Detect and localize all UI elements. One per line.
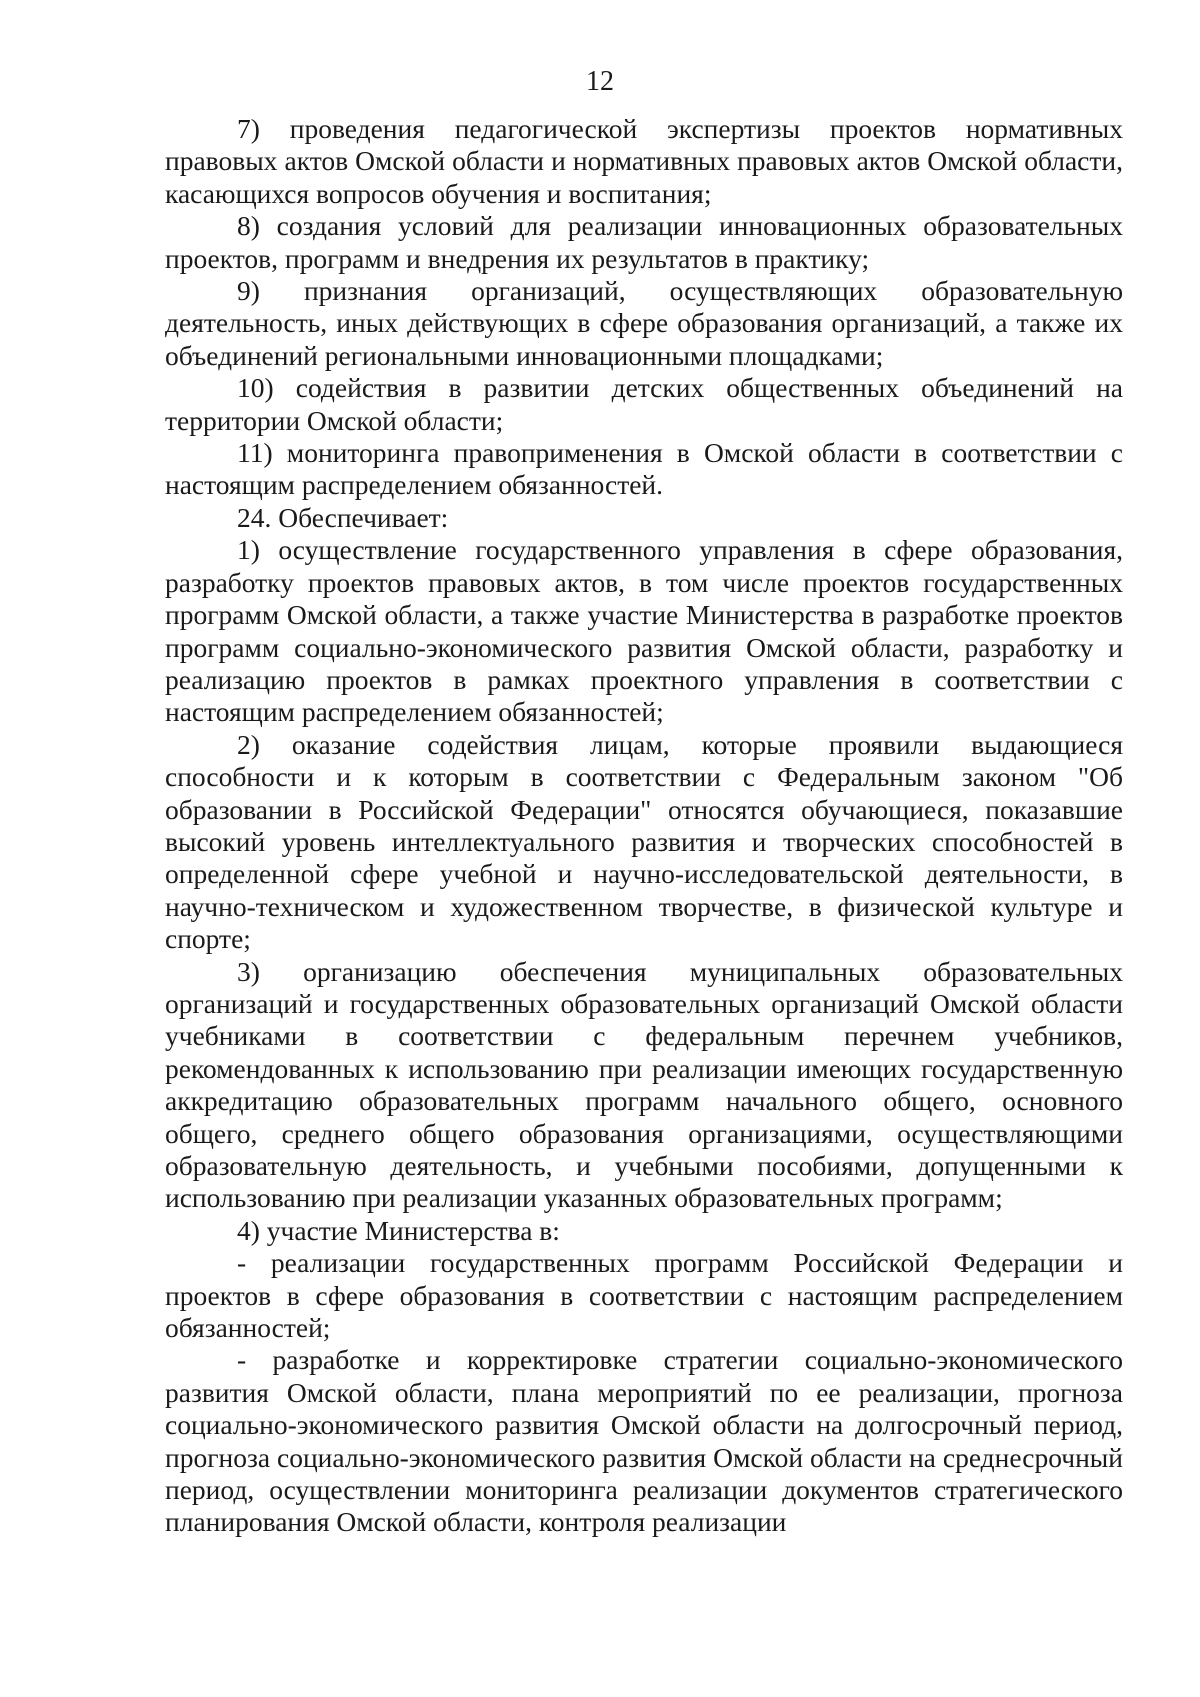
paragraph-item-8-innovation: 8) создания условий для реализации инновационных образовательных проектов, программ и внедрения их результатов в практику; <box>165 210 1123 274</box>
paragraph-dash-strategy: - разработке и корректировке стратегии социально-экономического развития Омской области, плана мероприятий по ее реализации, прогноза социально-экономического развития Омской области на долгосрочный период, прогноза социально-экономического развития Омской области на среднесрочный период, осуществлении мониторинга реализации документов стратегического планирования Омской области, контроля реализации <box>165 1344 1123 1538</box>
paragraph-item-2-gifted-support: 2) оказание содействия лицам, которые проявили выдающиеся способности и к которым в соответствии с Федеральным законом "Об образовании в Российской Федерации" относятся обучающиеся, показавшие высокий уровень интеллектуального развития и творческих способностей в определенной сфере учебной и научно-исследовательской деятельности, в научно-техническом и художественном творчестве, в физической культуре и спорте; <box>165 728 1123 955</box>
paragraph-item-7-expertise: 7) проведения педагогической экспертизы проектов нормативных правовых актов Омской области и нормативных правовых актов Омской области, касающихся вопросов обучения и воспитания; <box>165 113 1123 209</box>
paragraph-dash-state-programs: - реализации государственных программ Российской Федерации и проектов в сфере образования в соответствии с настоящим распределением обязанностей; <box>165 1247 1123 1344</box>
paragraph-item-1-management: 1) осуществление государственного управления в сфере образования, разработку проектов правовых актов, в том числе проектов государственных программ Омской области, а также участие Министерства в разработке проектов программ социально-экономического развития Омской области, разработку и реализацию проектов в рамках проектного управления в соответствии с настоящим распределением обязанностей; <box>165 534 1123 728</box>
paragraph-item-11-monitoring: 11) мониторинга правоприменения в Омской области в соответствии с настоящим распределением обязанностей. <box>165 437 1123 501</box>
page-number: 12 <box>586 66 614 97</box>
paragraph-item-3-textbooks: 3) организацию обеспечения муниципальных образовательных организаций и государственных образовательных организаций Омской области учебниками в соответствии с федеральным перечнем учебников, рекомендованных к использованию при реализации имеющих государственную аккредитацию образовательных программ начального общего, основного общего, среднего общего образования организациями, осуществляющими образовательную деятельность, и учебными пособиями, допущенными к использованию при реализации указанных образовательных программ; <box>165 955 1123 1214</box>
section-heading-24: 24. Обеспечивает: <box>237 501 449 533</box>
paragraph-item-4-participation: 4) участие Министерства в: <box>237 1214 560 1246</box>
document-text <box>165 113 1123 1539</box>
paragraph-item-10-children-associations: 10) содействия в развитии детских общественных объединений на территории Омской области; <box>165 372 1123 436</box>
paragraph-item-9-recognition: 9) признания организаций, осуществляющих образовательную деятельность, иных действующих в сфере образования организаций, а также их объединений региональными инновационными площадками; <box>165 275 1123 371</box>
